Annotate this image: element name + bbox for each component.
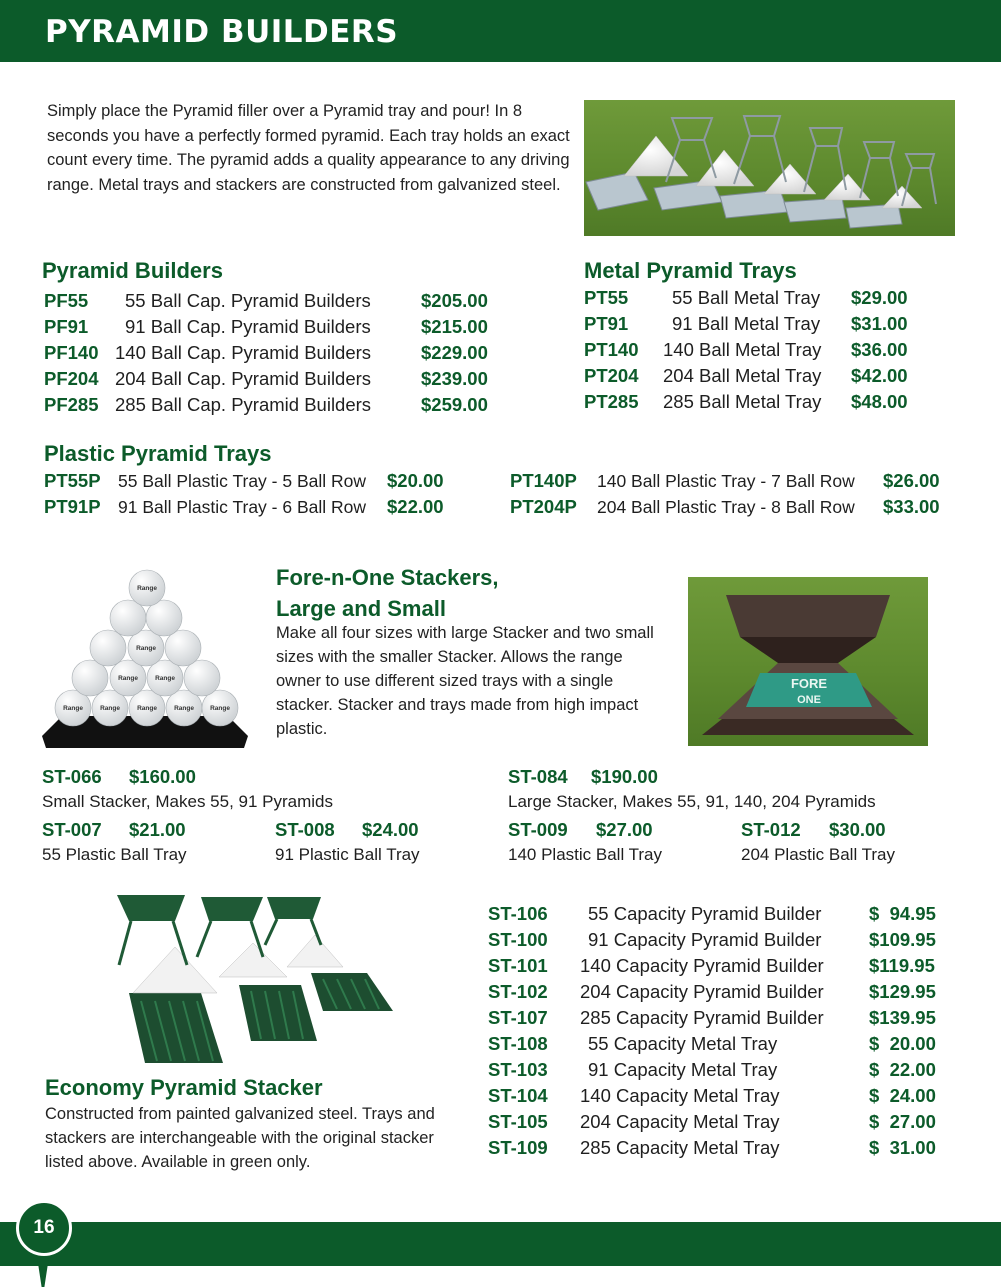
product-price: $22.00 <box>387 496 444 517</box>
product-description: Small Stacker, Makes 55, 91 Pyramids <box>42 792 334 811</box>
product-price: $ 27.00 <box>869 1111 936 1132</box>
product-price: $26.00 <box>883 470 940 491</box>
product-price: $ 31.00 <box>869 1137 936 1158</box>
product-description: 91 Plastic Ball Tray <box>275 845 420 864</box>
economy-description: Constructed from painted galvanized steel. Trays and stackers are interchangeable with the original stacker listed above. Available in green only. <box>45 1105 435 1171</box>
product-description: 285 Ball Cap. Pyramid Builders <box>115 394 372 415</box>
ball-print: Range <box>137 585 157 592</box>
fore-n-one-stacker-photo <box>688 577 928 746</box>
product-code: ST-100 <box>488 929 548 950</box>
product-price: $160.00 <box>129 766 196 787</box>
product-description: 91 Capacity Metal Tray <box>588 1059 778 1080</box>
product-code: PT91 <box>584 313 629 334</box>
product-code: PT140P <box>510 470 577 491</box>
product-price: $239.00 <box>421 368 488 389</box>
product-code: ST-104 <box>488 1085 548 1106</box>
product-code: ST-012 <box>741 819 801 840</box>
fore-n-one-description: Make all four sizes with large Stacker and two small sizes with the smaller Stacker. Allows the range owner to use different sized trays with a single stacker. Stacker and trays made from high impact plastic. <box>276 624 654 738</box>
product-description: 285 Capacity Metal Tray <box>580 1137 780 1158</box>
product-description: 55 Ball Plastic Tray - 5 Ball Row <box>118 471 367 491</box>
product-description: Large Stacker, Makes 55, 91, 140, 204 Pyramids <box>508 792 876 811</box>
product-description: 55 Capacity Metal Tray <box>588 1033 778 1054</box>
product-description: 204 Capacity Metal Tray <box>580 1111 780 1132</box>
page-number-badge <box>16 1200 72 1256</box>
product-price: $36.00 <box>851 339 908 360</box>
economy-stacker-photo <box>105 893 397 1065</box>
product-code: PF55 <box>44 290 89 311</box>
product-description: 140 Plastic Ball Tray <box>508 845 663 864</box>
product-description: 55 Ball Cap. Pyramid Builders <box>125 290 371 311</box>
product-code: ST-105 <box>488 1111 548 1132</box>
stacker-mark: FORE <box>790 676 828 691</box>
product-description: 140 Ball Metal Tray <box>663 339 822 360</box>
product-description: 91 Capacity Pyramid Builder <box>588 929 822 950</box>
product-price: $21.00 <box>129 819 186 840</box>
product-price: $109.95 <box>869 929 936 950</box>
product-code: PT204P <box>510 496 577 517</box>
economy-title: Economy Pyramid Stacker <box>45 1075 323 1100</box>
product-code: PT55 <box>584 287 629 308</box>
metal-pyramid-builders-photo <box>584 100 955 236</box>
page-number: 16 <box>33 1217 55 1238</box>
product-code: ST-107 <box>488 1007 548 1028</box>
product-description: 204 Ball Plastic Tray - 8 Ball Row <box>597 497 855 517</box>
product-price: $31.00 <box>851 313 908 334</box>
ball-print: Range <box>100 705 120 712</box>
product-code: PT285 <box>584 391 639 412</box>
product-description: 91 Ball Plastic Tray - 6 Ball Row <box>118 497 367 517</box>
product-code: ST-109 <box>488 1137 548 1158</box>
product-price: $ 20.00 <box>869 1033 936 1054</box>
product-description: 285 Ball Metal Tray <box>663 391 822 412</box>
product-code: PF91 <box>44 316 89 337</box>
product-description: 140 Ball Plastic Tray - 7 Ball Row <box>597 471 855 491</box>
product-code: PT55P <box>44 470 101 491</box>
product-code: PT140 <box>584 339 639 360</box>
product-price: $205.00 <box>421 290 488 311</box>
product-price: $42.00 <box>851 365 908 386</box>
product-description: 140 Capacity Metal Tray <box>580 1085 780 1106</box>
product-code: ST-008 <box>275 819 335 840</box>
product-code: ST-108 <box>488 1033 548 1054</box>
product-description: 204 Ball Metal Tray <box>663 365 822 386</box>
ball-print: Range <box>137 705 157 712</box>
ball-pyramid-photo <box>40 568 250 750</box>
product-code: ST-106 <box>488 903 548 924</box>
product-price: $119.95 <box>869 955 935 976</box>
product-price: $30.00 <box>829 819 886 840</box>
product-code: ST-103 <box>488 1059 548 1080</box>
page-title: PYRAMID BUILDERS <box>45 14 399 50</box>
product-description: 204 Ball Cap. Pyramid Builders <box>115 368 372 389</box>
product-code: PF204 <box>44 368 99 389</box>
metal-trays-title: Metal Pyramid Trays <box>584 258 797 283</box>
product-price: $215.00 <box>421 316 488 337</box>
product-code: ST-066 <box>42 766 102 787</box>
product-description: 55 Capacity Pyramid Builder <box>588 903 822 924</box>
product-code: PF285 <box>44 394 99 415</box>
product-price: $48.00 <box>851 391 908 412</box>
footer-bar <box>0 1222 1001 1266</box>
ball-print: Range <box>63 705 83 712</box>
product-price: $190.00 <box>591 766 658 787</box>
fore-n-one-title-line2: Large and Small <box>276 596 446 621</box>
product-description: 204 Capacity Pyramid Builder <box>580 981 824 1002</box>
product-code: PT91P <box>44 496 101 517</box>
product-price: $ 24.00 <box>869 1085 936 1106</box>
pyramid-builders-title: Pyramid Builders <box>42 258 223 283</box>
product-price: $259.00 <box>421 394 488 415</box>
product-price: $ 94.95 <box>869 903 936 924</box>
product-price: $ 22.00 <box>869 1059 936 1080</box>
product-price: $27.00 <box>596 819 653 840</box>
product-description: 285 Capacity Pyramid Builder <box>580 1007 824 1028</box>
product-code: ST-101 <box>488 955 548 976</box>
product-description: 204 Plastic Ball Tray <box>741 845 896 864</box>
ball-print: Range <box>118 675 138 682</box>
ball-print: Range <box>155 675 175 682</box>
product-price: $229.00 <box>421 342 488 363</box>
product-price: $33.00 <box>883 496 940 517</box>
product-description: 91 Ball Cap. Pyramid Builders <box>125 316 371 337</box>
intro-text: Simply place the Pyramid filler over a Pyramid tray and pour! In 8 seconds you have a perfectly formed pyramid. Each tray holds an exact count every time. The pyramid adds a quality appearance to any driving range. Metal trays and stackers are constructed from galvanized steel. <box>47 102 570 194</box>
product-code: ST-007 <box>42 819 102 840</box>
product-description: 55 Plastic Ball Tray <box>42 845 187 864</box>
product-description: 140 Ball Cap. Pyramid Builders <box>115 342 372 363</box>
product-price: $129.95 <box>869 981 936 1002</box>
plastic-trays-title: Plastic Pyramid Trays <box>44 441 272 466</box>
ball-print: Range <box>136 645 156 652</box>
ball-print: Range <box>174 705 194 712</box>
product-description: 91 Ball Metal Tray <box>672 313 821 334</box>
ball-print: Range <box>210 705 230 712</box>
product-description: 55 Ball Metal Tray <box>672 287 821 308</box>
product-code: PT204 <box>584 365 639 386</box>
fore-n-one-title-line1: Fore-n-One Stackers, <box>276 565 499 590</box>
product-description: 140 Capacity Pyramid Builder <box>580 955 824 976</box>
product-price: $20.00 <box>387 470 444 491</box>
fore-n-one-title <box>276 562 499 624</box>
stacker-mark: ONE <box>797 694 821 706</box>
product-code: PF140 <box>44 342 99 363</box>
product-price: $24.00 <box>362 819 419 840</box>
product-code: ST-084 <box>508 766 568 787</box>
product-code: ST-009 <box>508 819 568 840</box>
product-price: $29.00 <box>851 287 908 308</box>
product-price: $139.95 <box>869 1007 936 1028</box>
product-code: ST-102 <box>488 981 548 1002</box>
